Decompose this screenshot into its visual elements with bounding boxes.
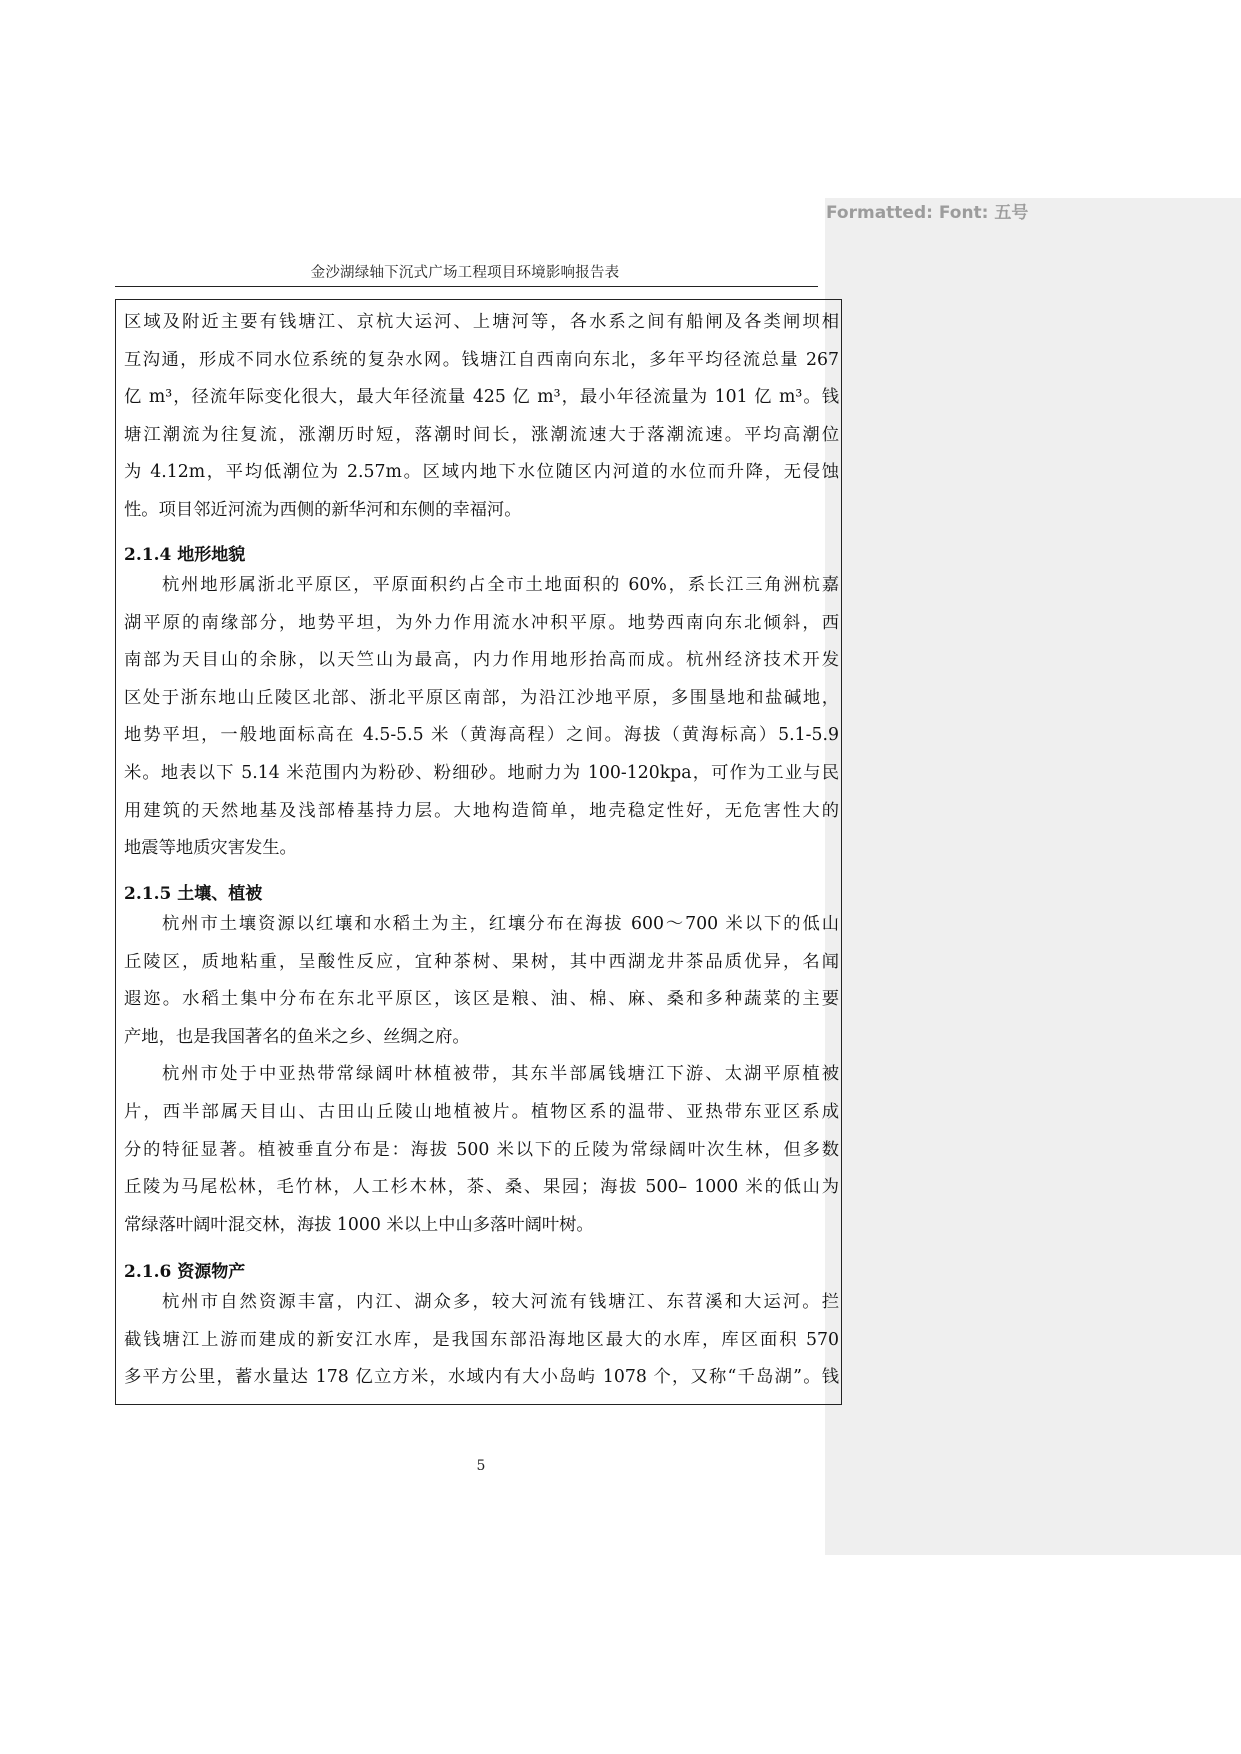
resources-paragraph xyxy=(124,1284,839,1397)
text-line: 杭州市处于中亚热带常绿阔叶林植被带，其东半部属钱塘江下游、太湖平原植被 xyxy=(162,1064,839,1085)
text-line: 常绿落叶阔叶混交林，海拔 1000 米以上中山多落叶阔叶树。 xyxy=(124,1214,594,1235)
text-line: 地势平坦，一般地面标高在 4.5-5.5 米（黄海高程）之间。海拔（黄海标高）5.1-5.9 xyxy=(124,725,839,746)
text-line: 塘江潮流为往复流，涨潮历时短，落潮时间长，涨潮流速大于落潮流速。平均高潮位 xyxy=(124,424,839,445)
text-line: 分的特征显著。植被垂直分布是：海拔 500 米以下的丘陵为常绿阔叶次生林，但多数 xyxy=(124,1139,839,1160)
text-line: 性。项目邻近河流为西侧的新华河和东侧的幸福河。 xyxy=(124,499,522,520)
text-line: 杭州地形属浙北平原区，平原面积约占全市土地面积的 60%，系长江三角洲杭嘉 xyxy=(162,575,839,595)
text-line: 湖平原的南缘部分，地势平坦，为外力作用流水冲积平原。地势西南向东北倾斜，西 xyxy=(124,612,839,633)
soil-paragraph xyxy=(124,906,839,1244)
header-rule xyxy=(115,286,818,287)
text-line: 亿 m³，径流年际变化很大，最大年径流量 425 亿 m³，最小年径流量为 101 亿 m³。钱 xyxy=(124,387,839,408)
text-line: 多平方公里，蓄水量达 178 亿立方米，水域内有大小岛屿 1078 个，又称“千岛湖”。钱 xyxy=(124,1367,839,1388)
text-line: 片，西半部属天目山、古田山丘陵山地植被片。植物区系的温带、亚热带东亚区系成 xyxy=(124,1101,839,1122)
page-number: 5 xyxy=(476,1458,486,1474)
text-line: 截钱塘江上游而建成的新安江水库，是我国东部沿海地区最大的水库，库区面积 570 xyxy=(124,1329,839,1350)
text-line: 遐迩。水稻土集中分布在东北平原区，该区是粮、油、棉、麻、桑和多种蔬菜的主要 xyxy=(124,989,839,1010)
text-line: 丘陵为马尾松林，毛竹林，人工杉木林，茶、桑、果园；海拔 500– 1000 米的低山为 xyxy=(124,1177,839,1198)
text-line: 丘陵区，质地粘重，呈酸性反应，宜种茶树、果树，其中西湖龙井茶品质优异，名闻 xyxy=(124,951,839,972)
comment-label[interactable]: Formatted: Font: 五号 xyxy=(826,203,1029,223)
text-line: 区处于浙东地山丘陵区北部、浙北平原区南部，为沿江沙地平原，多围垦地和盐碱地， xyxy=(124,687,839,708)
text-line: 南部为天目山的余脉，以天竺山为最高，内力作用地形抬高而成。杭州经济技术开发 xyxy=(124,650,839,671)
text-line: 区域及附近主要有钱塘江、京杭大运河、上塘河等，各水系之间有船闸及各类闸坝相 xyxy=(124,312,839,332)
text-line: 地震等地质灾害发生。 xyxy=(124,838,297,859)
document-header-title: 金沙湖绿轴下沉式广场工程项目环境影响报告表 xyxy=(310,265,620,281)
text-line: 杭州市土壤资源以红壤和水稻土为主，红壤分布在海拔 600～700 米以下的低山 xyxy=(162,914,839,934)
section-heading-2-1-6: 2.1.6 资源物产 xyxy=(124,1262,246,1282)
text-line: 杭州市自然资源丰富，内江、湖众多，较大河流有钱塘江、东苕溪和大运河。拦 xyxy=(162,1292,839,1312)
text-line: 为 4.12m，平均低潮位为 2.57m。区域内地下水位随区内河道的水位而升降，无侵蚀 xyxy=(124,462,839,483)
text-line: 产地，也是我国著名的鱼米之乡、丝绸之府。 xyxy=(124,1026,470,1047)
text-line: 用建筑的天然地基及浅部椿基持力层。大地构造简单，地壳稳定性好，无危害性大的 xyxy=(124,800,839,821)
text-line: 互沟通，形成不同水位系统的复杂水网。钱塘江自西南向东北，多年平均径流总量 267 xyxy=(124,349,839,370)
comment-margin xyxy=(825,198,1241,1555)
section-heading-2-1-4: 2.1.4 地形地貌 xyxy=(124,545,246,565)
section-heading-2-1-5: 2.1.5 土壤、植被 xyxy=(124,884,263,904)
terrain-paragraph xyxy=(124,567,839,868)
intro-paragraph xyxy=(124,304,839,530)
text-line: 米。地表以下 5.14 米范围内为粉砂、粉细砂。地耐力为 100-120kpa，可作为工业与民 xyxy=(124,762,839,783)
